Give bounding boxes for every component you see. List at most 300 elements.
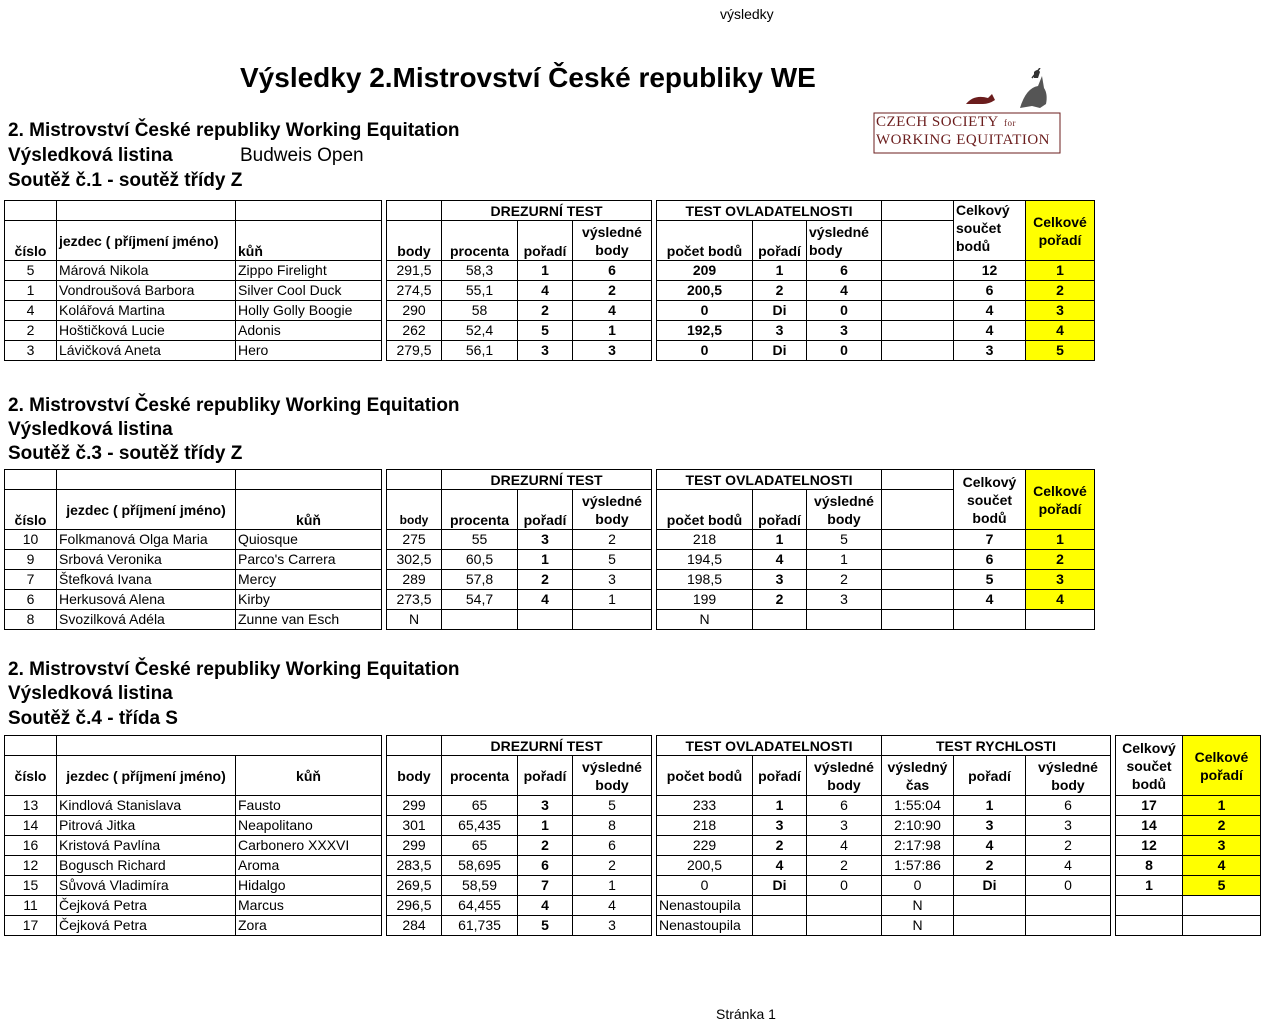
s4-listina: Výsledková listina [8, 683, 173, 704]
s4-title: 2. Mistrovství České republiky Working Equitation [8, 659, 460, 680]
cell-por2: Di [753, 876, 807, 896]
cell-vb3 [1026, 896, 1111, 916]
cell-por2: 1 [753, 261, 807, 281]
cell-cislo: 12 [5, 856, 57, 876]
s3-pocet-header: počet bodů [657, 490, 753, 530]
cell-cas: 2:17:98 [882, 836, 954, 856]
s3-kun-header: kůň [236, 490, 382, 530]
cell-celk: 4 [1026, 590, 1095, 610]
cell-cas: N [882, 896, 954, 916]
results-table-s1 [4, 200, 1178, 361]
table-row [5, 836, 1261, 856]
cell-proc: 54,7 [442, 590, 518, 610]
s3-vysledne2-header: výsledné body [807, 490, 882, 530]
cell-por2: 1 [753, 530, 807, 550]
cell-pb: 198,5 [657, 570, 753, 590]
cell-body: 275 [387, 530, 442, 550]
cell-vb2: 0 [807, 341, 882, 361]
cell-celk [1026, 610, 1095, 630]
cell-body: 274,5 [387, 281, 442, 301]
cell-sum [1116, 916, 1183, 936]
cell-proc: 55,1 [442, 281, 518, 301]
cell-pb: N [657, 610, 753, 630]
cell-por2: Di [753, 341, 807, 361]
cell-jezdec: Bogusch Richard [57, 856, 236, 876]
logo-amp: for [1004, 118, 1016, 128]
empty-cell [882, 530, 954, 550]
cell-proc: 58 [442, 301, 518, 321]
cell-body: 284 [387, 916, 442, 936]
cell-sum: 3 [954, 341, 1026, 361]
cell-pb: 0 [657, 301, 753, 321]
s4-poradi3-header: pořadí [954, 756, 1026, 796]
cell-vb: 6 [573, 836, 652, 856]
table-row [5, 916, 1261, 936]
cell-vb2 [807, 916, 882, 936]
cell-proc: 56,1 [442, 341, 518, 361]
empty-cell [882, 261, 954, 281]
table-row [5, 816, 1261, 836]
cell-vb2 [807, 610, 882, 630]
cell-celk: 4 [1026, 321, 1095, 341]
cell-por2: 1 [753, 796, 807, 816]
cell-kun: Marcus [236, 896, 382, 916]
cell-vb [573, 610, 652, 630]
cell-proc: 64,455 [442, 896, 518, 916]
cell-kun: Kirby [236, 590, 382, 610]
s1-vysledne-header: výsledné body [573, 221, 652, 261]
cell-vb2: 5 [807, 530, 882, 550]
cell-cislo: 16 [5, 836, 57, 856]
cell-kun: Zunne van Esch [236, 610, 382, 630]
s1-kun-header: kůň [236, 221, 382, 261]
cell-body: N [387, 610, 442, 630]
cell-sum: 12 [954, 261, 1026, 281]
cell-proc: 52,4 [442, 321, 518, 341]
cell-jezdec: Čejková Petra [57, 896, 236, 916]
cell-pb: 199 [657, 590, 753, 610]
cell-celk: 5 [1183, 876, 1261, 896]
cell-vb3: 4 [1026, 856, 1111, 876]
cell-por3 [954, 916, 1026, 936]
s4-ryc-header: TEST RYCHLOSTI [882, 736, 1111, 756]
cell-proc: 55 [442, 530, 518, 550]
cell-cislo: 5 [5, 261, 57, 281]
cell-cislo: 8 [5, 610, 57, 630]
table-row [5, 550, 1178, 570]
cell-por: 1 [518, 261, 573, 281]
cell-cas: 1:57:86 [882, 856, 954, 876]
page-footer: Stránka 1 [716, 1006, 776, 1022]
s1-body-header: body [387, 221, 442, 261]
cell-pb: 233 [657, 796, 753, 816]
cell-vb2: 6 [807, 796, 882, 816]
cell-pb: 200,5 [657, 281, 753, 301]
cell-por2: Di [753, 301, 807, 321]
cell-sum: 8 [1116, 856, 1183, 876]
cell-jezdec: Štefková Ivana [57, 570, 236, 590]
cell-por: 4 [518, 590, 573, 610]
cell-pb: 229 [657, 836, 753, 856]
cell-jezdec: Srbová Veronika [57, 550, 236, 570]
cell-vb2: 4 [807, 836, 882, 856]
table-row [5, 590, 1178, 610]
cell-proc: 58,59 [442, 876, 518, 896]
s3-soutez: Soutěž č.3 - soutěž třídy Z [8, 443, 243, 464]
s3-listina: Výsledková listina [8, 419, 173, 440]
cell-por3 [954, 896, 1026, 916]
empty-cell [882, 301, 954, 321]
s4-celk-soucet-header: Celkový součet bodů [1116, 736, 1183, 796]
cell-jezdec: Kindlová Stanislava [57, 796, 236, 816]
cell-vb2: 3 [807, 321, 882, 341]
cell-sum: 14 [1116, 816, 1183, 836]
cell-por: 5 [518, 916, 573, 936]
cell-vb: 3 [573, 916, 652, 936]
cell-vb: 2 [573, 281, 652, 301]
cell-vb3: 3 [1026, 816, 1111, 836]
cell-vb: 4 [573, 301, 652, 321]
cell-vb2: 3 [807, 816, 882, 836]
cell-vb: 3 [573, 570, 652, 590]
empty-cell [882, 590, 954, 610]
cell-pb: 0 [657, 876, 753, 896]
cell-jezdec: Kolářová Martina [57, 301, 236, 321]
cell-proc: 58,695 [442, 856, 518, 876]
cell-pb: Nenastoupila [657, 896, 753, 916]
cell-cas: 0 [882, 876, 954, 896]
cell-jezdec: Herkusová Alena [57, 590, 236, 610]
cell-vb3: 6 [1026, 796, 1111, 816]
cell-cislo: 3 [5, 341, 57, 361]
cell-celk: 5 [1026, 341, 1095, 361]
cell-por: 3 [518, 530, 573, 550]
empty-cell [882, 341, 954, 361]
cell-vb2: 6 [807, 261, 882, 281]
s3-cislo-header: číslo [5, 490, 57, 530]
cell-cislo: 4 [5, 301, 57, 321]
cell-celk: 1 [1183, 796, 1261, 816]
cell-kun: Holly Golly Boogie [236, 301, 382, 321]
table-row [5, 341, 1178, 361]
cell-vb: 5 [573, 550, 652, 570]
s1-procenta-header: procenta [442, 221, 518, 261]
empty-cell [882, 281, 954, 301]
cell-por3: 3 [954, 816, 1026, 836]
cell-por3: 2 [954, 856, 1026, 876]
cell-cislo: 1 [5, 281, 57, 301]
empty-cell [882, 610, 954, 630]
s1-vysledne2-header: výsledné body [807, 221, 882, 261]
cell-por: 2 [518, 301, 573, 321]
cell-cislo: 6 [5, 590, 57, 610]
cell-por2: 4 [753, 550, 807, 570]
cell-vb2: 0 [807, 301, 882, 321]
cell-por2 [753, 916, 807, 936]
s1-drez-header: DREZURNÍ TEST [442, 201, 652, 221]
s4-cas-header: výsledný čas [882, 756, 954, 796]
cell-body: 299 [387, 796, 442, 816]
s3-vysledne-header: výsledné body [573, 490, 652, 530]
cell-pb: 192,5 [657, 321, 753, 341]
cell-jezdec: Kristová Pavlína [57, 836, 236, 856]
cell-kun: Mercy [236, 570, 382, 590]
cell-por: 2 [518, 836, 573, 856]
s1-poradi2-header: pořadí [753, 221, 807, 261]
cell-body: 296,5 [387, 896, 442, 916]
s4-poradi2-header: pořadí [753, 756, 807, 796]
table-row [5, 896, 1261, 916]
cell-celk: 3 [1026, 301, 1095, 321]
cell-celk: 2 [1026, 550, 1095, 570]
cell-vb: 5 [573, 796, 652, 816]
cell-body: 290 [387, 301, 442, 321]
s3-poradi2-header: pořadí [753, 490, 807, 530]
s1-celk-poradi-header: Celkové pořadí [1026, 201, 1095, 261]
cell-sum [954, 610, 1026, 630]
s1-title: 2. Mistrovství České republiky Working Equitation [8, 120, 460, 141]
cell-sum: 5 [954, 570, 1026, 590]
cell-por: 7 [518, 876, 573, 896]
cell-celk: 2 [1183, 816, 1261, 836]
cell-body: 301 [387, 816, 442, 836]
s4-ovl-header: TEST OVLADATELNOSTI [657, 736, 882, 756]
cell-cas: N [882, 916, 954, 936]
cell-sum: 12 [1116, 836, 1183, 856]
cell-por: 3 [518, 796, 573, 816]
cell-cislo: 9 [5, 550, 57, 570]
cell-vb: 6 [573, 261, 652, 281]
cell-por: 3 [518, 341, 573, 361]
table-row [5, 530, 1178, 550]
empty-cell [882, 570, 954, 590]
cell-proc: 65 [442, 796, 518, 816]
cell-body: 291,5 [387, 261, 442, 281]
s4-vysledne3-header: výsledné body [1026, 756, 1111, 796]
cell-sum: 4 [954, 590, 1026, 610]
cell-kun: Carbonero XXXVI [236, 836, 382, 856]
s3-drez-header: DREZURNÍ TEST [442, 470, 652, 490]
s3-jezdec-header: jezdec ( příjmení jméno) [57, 490, 236, 530]
s3-celk-soucet-header: Celkový součet bodů [954, 470, 1026, 530]
s4-soutez: Soutěž č.4 - třída S [8, 708, 178, 729]
s4-pocet-header: počet bodů [657, 756, 753, 796]
cell-celk: 3 [1026, 570, 1095, 590]
cell-vb2 [807, 896, 882, 916]
cell-jezdec: Hoštičková Lucie [57, 321, 236, 341]
table-row [5, 281, 1178, 301]
cell-cislo: 7 [5, 570, 57, 590]
s3-ovl-header: TEST OVLADATELNOSTI [657, 470, 882, 490]
cell-kun: Parco's Carrera [236, 550, 382, 570]
logo-line2: WORKING EQUITATION [876, 132, 1051, 148]
cell-proc: 61,735 [442, 916, 518, 936]
cell-cislo: 15 [5, 876, 57, 896]
cell-sum: 17 [1116, 796, 1183, 816]
s4-jezdec-header: jezdec ( příjmení jméno) [57, 756, 236, 796]
cell-por2: 3 [753, 570, 807, 590]
table-row [5, 856, 1261, 876]
cell-pb: 200,5 [657, 856, 753, 876]
results-table-s3 [4, 469, 1178, 630]
cell-vb: 2 [573, 856, 652, 876]
cell-vb2: 2 [807, 856, 882, 876]
cell-vb: 2 [573, 530, 652, 550]
cell-pb: 0 [657, 341, 753, 361]
s1-listina: Výsledková listina [8, 145, 173, 166]
cell-kun: Hero [236, 341, 382, 361]
s4-body-header: body [387, 756, 442, 796]
s4-cislo-header: číslo [5, 756, 57, 796]
cell-jezdec: Pitrová Jitka [57, 816, 236, 836]
results-table-s4 [4, 735, 1261, 936]
cell-vb2: 3 [807, 590, 882, 610]
s4-vysledne-header: výsledné body [573, 756, 652, 796]
s4-vysledne2-header: výsledné body [807, 756, 882, 796]
cell-proc: 58,3 [442, 261, 518, 281]
s4-kun-header: kůň [236, 756, 382, 796]
cell-jezdec: Lávičková Aneta [57, 341, 236, 361]
cell-vb2: 0 [807, 876, 882, 896]
cell-pb: 209 [657, 261, 753, 281]
cell-kun: Fausto [236, 796, 382, 816]
cell-celk: 1 [1026, 261, 1095, 281]
s1-celk-soucet-header: Celkový součet bodů [954, 201, 1026, 261]
cell-body: 289 [387, 570, 442, 590]
cell-cas: 2:10:90 [882, 816, 954, 836]
cell-celk [1183, 896, 1261, 916]
cell-cislo: 2 [5, 321, 57, 341]
cell-por2: 3 [753, 816, 807, 836]
cell-jezdec: Sůvová Vladimíra [57, 876, 236, 896]
s3-celk-poradi-header: Celkové pořadí [1026, 470, 1095, 530]
cell-cislo: 11 [5, 896, 57, 916]
cell-pb: 218 [657, 816, 753, 836]
cell-cislo: 10 [5, 530, 57, 550]
cell-sum: 6 [954, 550, 1026, 570]
cell-por2: 2 [753, 281, 807, 301]
s3-poradi-header: pořadí [518, 490, 573, 530]
s1-cislo-header: číslo [5, 221, 57, 261]
table-row [5, 301, 1178, 321]
cell-vb2: 2 [807, 570, 882, 590]
s4-drez-header: DREZURNÍ TEST [442, 736, 652, 756]
cell-por2 [753, 896, 807, 916]
cell-sum: 6 [954, 281, 1026, 301]
cell-por: 4 [518, 896, 573, 916]
cell-vb3: 0 [1026, 876, 1111, 896]
empty-cell [882, 321, 954, 341]
cell-body: 283,5 [387, 856, 442, 876]
cell-vb3 [1026, 916, 1111, 936]
cell-kun: Quiosque [236, 530, 382, 550]
table-row [5, 876, 1261, 896]
cell-jezdec: Vondroušová Barbora [57, 281, 236, 301]
cell-kun: Zora [236, 916, 382, 936]
cell-por: 1 [518, 816, 573, 836]
table-row [5, 796, 1261, 816]
cell-pb: 194,5 [657, 550, 753, 570]
cell-por [518, 610, 573, 630]
s1-soutez: Soutěž č.1 - soutěž třídy Z [8, 170, 243, 191]
cell-vb: 8 [573, 816, 652, 836]
cell-kun: Adonis [236, 321, 382, 341]
cell-pb: Nenastoupila [657, 916, 753, 936]
cell-celk: 1 [1026, 530, 1095, 550]
cell-body: 269,5 [387, 876, 442, 896]
cell-kun: Zippo Firelight [236, 261, 382, 281]
cell-jezdec: Svozilková Adéla [57, 610, 236, 630]
cell-vb: 3 [573, 341, 652, 361]
cell-por3: Di [954, 876, 1026, 896]
cell-proc: 57,8 [442, 570, 518, 590]
cell-proc [442, 610, 518, 630]
cell-sum: 4 [954, 321, 1026, 341]
cell-kun: Silver Cool Duck [236, 281, 382, 301]
cell-proc: 60,5 [442, 550, 518, 570]
cell-por2: 3 [753, 321, 807, 341]
cell-vb: 1 [573, 321, 652, 341]
cell-celk [1183, 916, 1261, 936]
table-row [5, 261, 1178, 281]
cell-sum: 7 [954, 530, 1026, 550]
page-header: výsledky [720, 6, 774, 22]
cell-por: 6 [518, 856, 573, 876]
cell-por2: 2 [753, 836, 807, 856]
cell-vb: 4 [573, 896, 652, 916]
cell-por: 2 [518, 570, 573, 590]
cell-por: 5 [518, 321, 573, 341]
table-row [5, 321, 1178, 341]
cell-por2: 4 [753, 856, 807, 876]
cell-celk: 4 [1183, 856, 1261, 876]
s1-jezdec-header: jezdec ( příjmení jméno) [57, 221, 236, 261]
cell-cislo: 14 [5, 816, 57, 836]
page-title: Výsledky 2.Mistrovství České republiky WE [240, 62, 816, 93]
cell-por3: 1 [954, 796, 1026, 816]
s4-procenta-header: procenta [442, 756, 518, 796]
cell-kun: Aroma [236, 856, 382, 876]
empty-cell [882, 550, 954, 570]
s1-ovl-header: TEST OVLADATELNOSTI [657, 201, 882, 221]
table-row [5, 610, 1178, 630]
s1-place: Budweis Open [240, 145, 364, 166]
cell-proc: 65,435 [442, 816, 518, 836]
cell-por2: 2 [753, 590, 807, 610]
s4-celk-poradi-header: Celkové pořadí [1183, 736, 1261, 796]
cell-vb: 1 [573, 590, 652, 610]
cell-jezdec: Folkmanová Olga Maria [57, 530, 236, 550]
cell-por2 [753, 610, 807, 630]
cell-cislo: 13 [5, 796, 57, 816]
s3-body-header: body [387, 490, 442, 530]
cell-cas: 1:55:04 [882, 796, 954, 816]
czech-society-logo [870, 68, 1062, 156]
cell-sum: 4 [954, 301, 1026, 321]
cell-vb2: 4 [807, 281, 882, 301]
cell-kun: Hidalgo [236, 876, 382, 896]
cell-vb: 1 [573, 876, 652, 896]
cell-sum: 1 [1116, 876, 1183, 896]
s3-title: 2. Mistrovství České republiky Working Equitation [8, 395, 460, 416]
s1-poradi-header: pořadí [518, 221, 573, 261]
cell-por: 4 [518, 281, 573, 301]
s3-procenta-header: procenta [442, 490, 518, 530]
cell-body: 299 [387, 836, 442, 856]
cell-sum [1116, 896, 1183, 916]
logo-line1: CZECH SOCIETY [876, 114, 999, 130]
s1-pocet-header: počet bodů [657, 221, 753, 261]
